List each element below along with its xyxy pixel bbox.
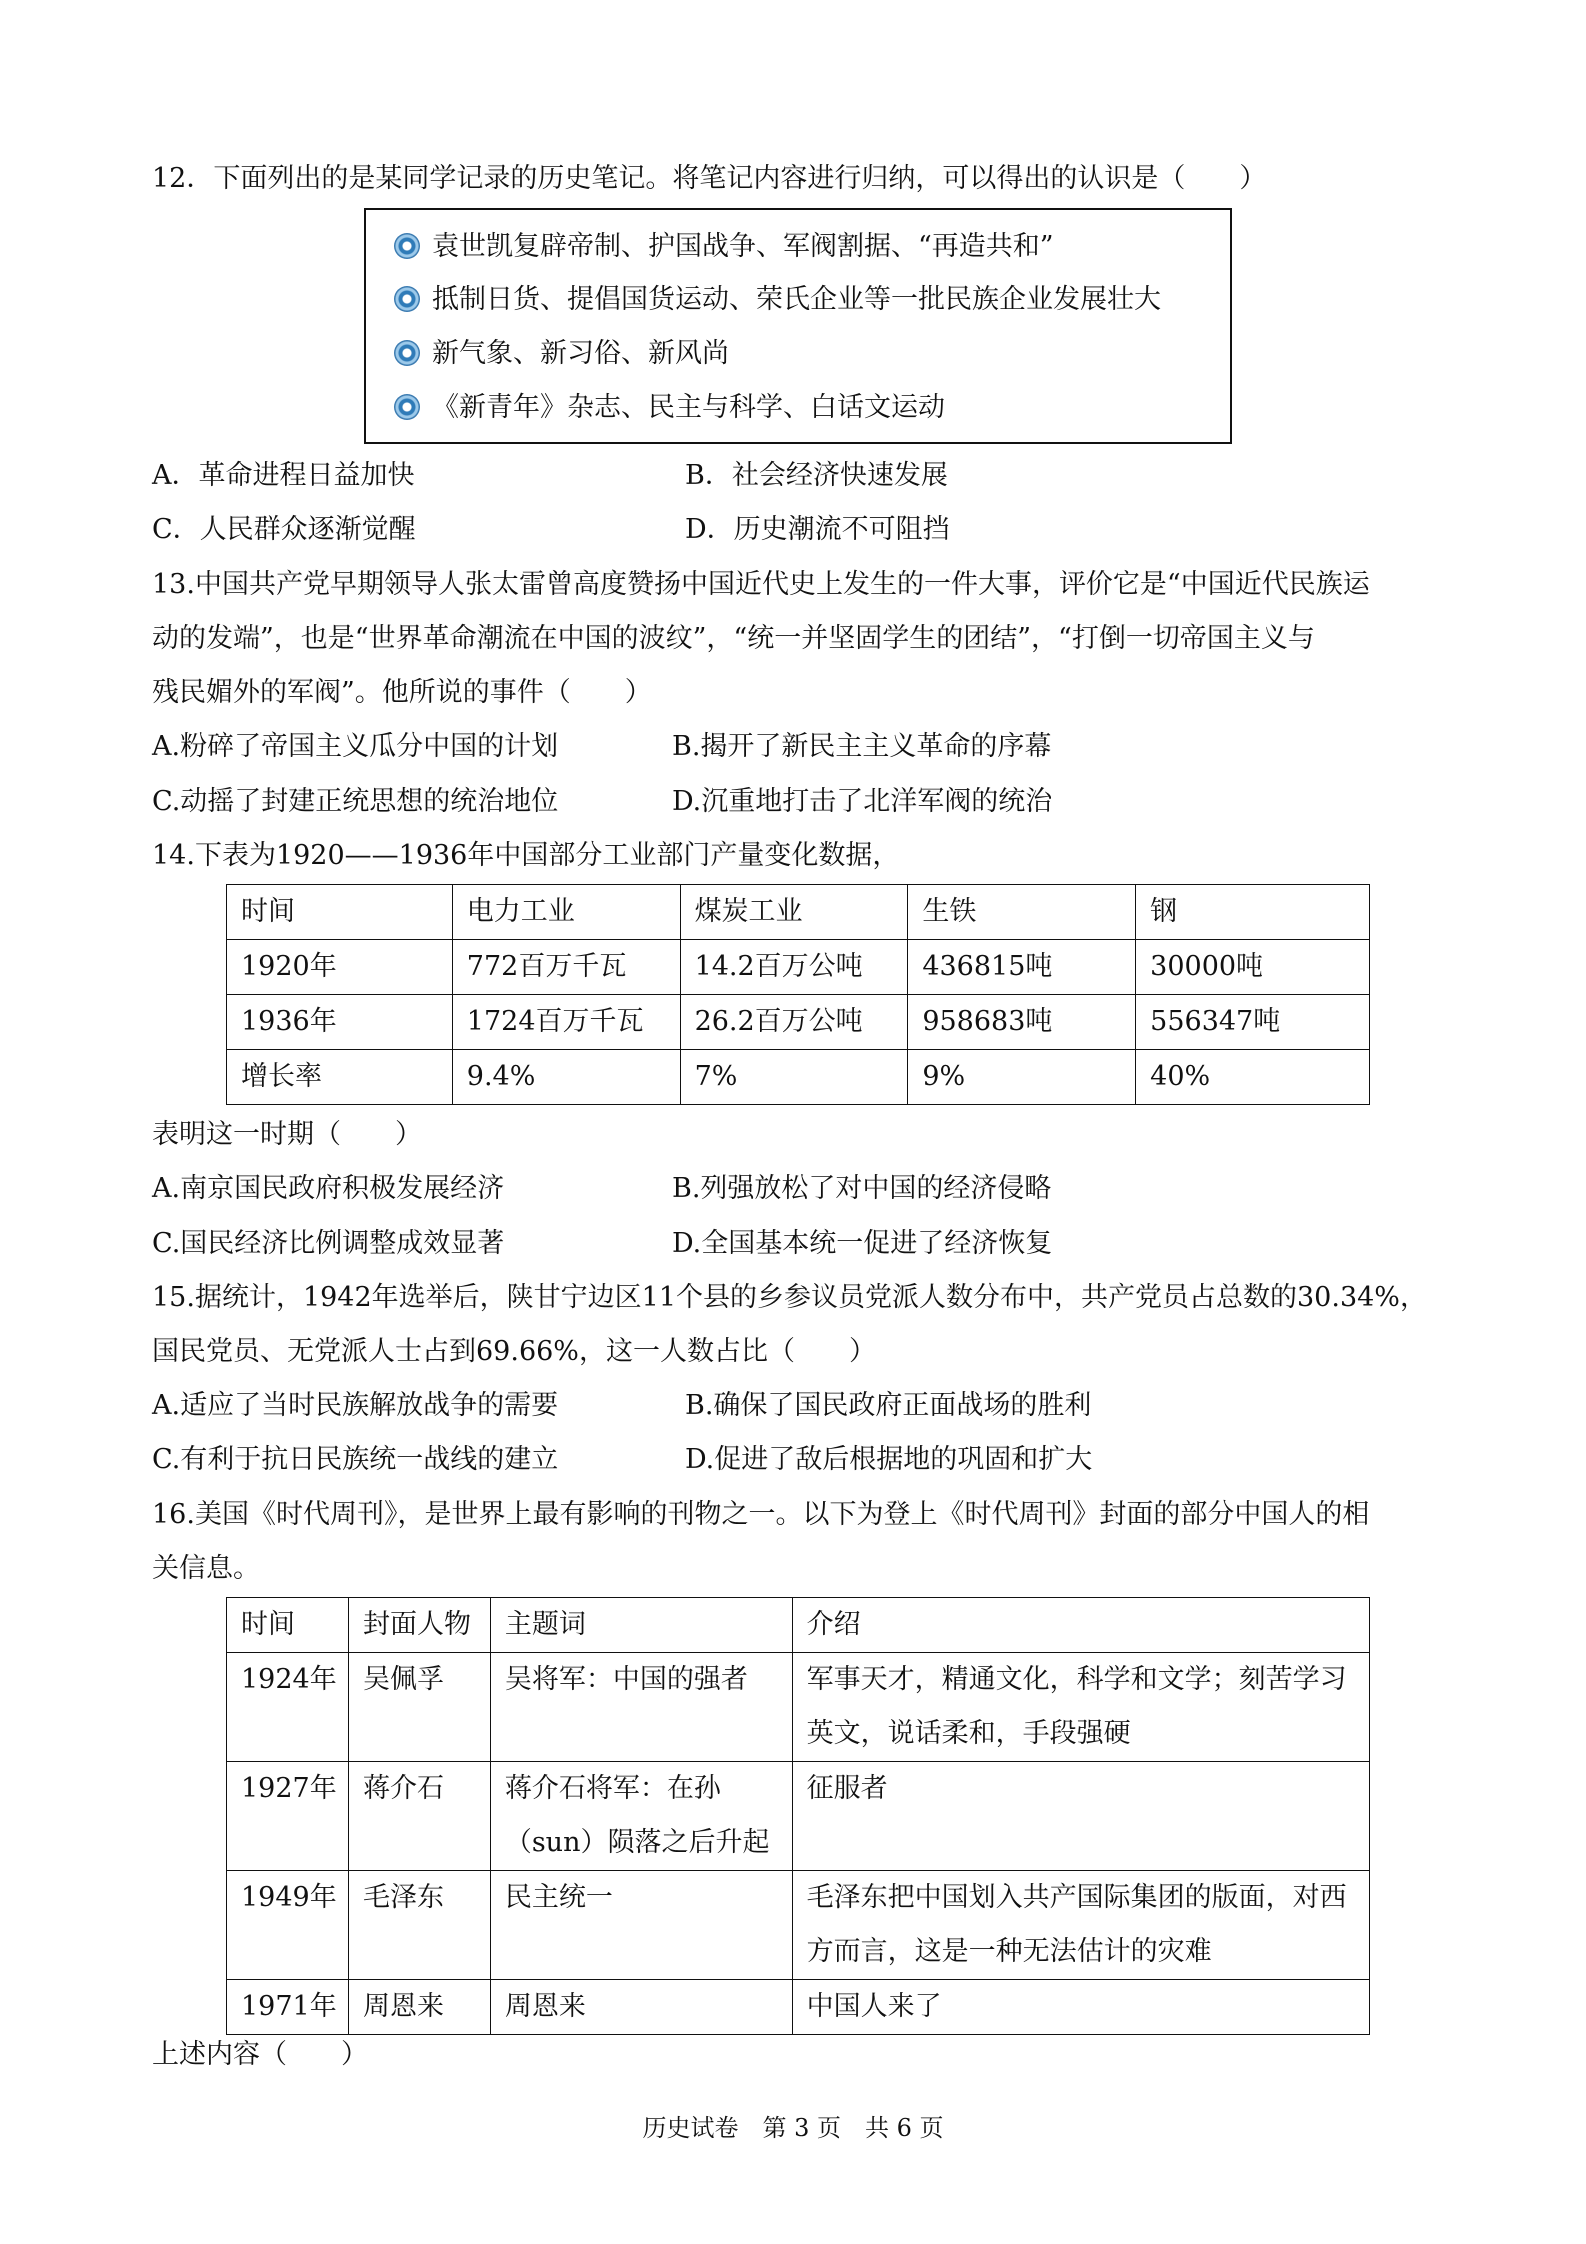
- table-cell: 蒋介石将军：在孙（sun）陨落之后升起: [490, 1762, 792, 1871]
- q14-option-d: D.全国基本统一促进了经济恢复: [672, 1228, 1053, 1259]
- table-cell: 吴佩孚: [348, 1653, 490, 1762]
- q13-option-d: D.沉重地打击了北洋军阀的统治: [672, 786, 1053, 817]
- table-header-cell: 生铁: [908, 885, 1136, 940]
- table-cell: 毛泽东把中国划入共产国际集团的版面，对西方而言，这是一种无法估计的灾难: [792, 1871, 1369, 1980]
- table-cell: 9.4%: [452, 1050, 680, 1105]
- note-text: 抵制日货、提倡国货运动、荣氏企业等一批民族企业发展壮大: [432, 284, 1161, 315]
- table-cell: 1971年: [227, 1980, 349, 2035]
- table-header-cell: 煤炭工业: [680, 885, 908, 940]
- note-text: 袁世凯复辟帝制、护国战争、军阀割据、“再造共和”: [432, 231, 1054, 262]
- table-cell: 40%: [1136, 1050, 1370, 1105]
- table-cell: 26.2百万公吨: [680, 995, 908, 1050]
- table-header-cell: 封面人物: [348, 1598, 490, 1653]
- table-cell: 毛泽东: [348, 1871, 490, 1980]
- q14-prompt: 表明这一时期（ ）: [152, 1119, 422, 1150]
- q12-option-a: A．革命进程日益加快: [152, 460, 415, 491]
- table-cell: 征服者: [792, 1762, 1369, 1871]
- circle-bullet-icon: [394, 340, 420, 366]
- note-text: 《新青年》杂志、民主与科学、白话文运动: [432, 392, 945, 423]
- circle-bullet-icon: [394, 394, 420, 420]
- table-header-cell: 时间: [227, 885, 453, 940]
- table-row: [227, 1653, 1370, 1762]
- circle-bullet-icon: [394, 286, 420, 312]
- q13-option-b: B.揭开了新民主主义革命的序幕: [672, 731, 1052, 762]
- table-row: [227, 1050, 1370, 1105]
- table-cell: 民主统一: [490, 1871, 792, 1980]
- table-row: [227, 1980, 1370, 2035]
- q13-option-a: A.粉碎了帝国主义瓜分中国的计划: [152, 731, 559, 762]
- table-cell: 9%: [908, 1050, 1136, 1105]
- table-cell: 7%: [680, 1050, 908, 1105]
- q15-option-c: C.有利于抗日民族统一战线的建立: [152, 1444, 559, 1475]
- table-header-cell: 电力工业: [452, 885, 680, 940]
- q14-option-b: B.列强放松了对中国的经济侵略: [672, 1173, 1052, 1204]
- table-cell: 958683吨: [908, 995, 1136, 1050]
- q12-option-c: C．人民群众逐渐觉醒: [152, 514, 416, 545]
- table-cell: 14.2百万公吨: [680, 940, 908, 995]
- table-header-row: [227, 1598, 1370, 1653]
- page-footer: 历史试卷 第 3 页 共 6 页: [642, 2114, 944, 2142]
- table-cell: 772百万千瓦: [452, 940, 680, 995]
- q15-stem-line: 15.据统计，1942年选举后，陕甘宁边区11个县的乡参议员党派人数分布中，共产党员占总数的30.34%，: [152, 1282, 1427, 1313]
- q15-option-a: A.适应了当时民族解放战争的需要: [152, 1390, 559, 1421]
- table-cell: 1949年: [227, 1871, 349, 1980]
- table-header-cell: 时间: [227, 1598, 349, 1653]
- q13-option-c: C.动摇了封建正统思想的统治地位: [152, 786, 559, 817]
- table-row: [227, 1762, 1370, 1871]
- table-header-cell: 钢: [1136, 885, 1370, 940]
- table-cell: 436815吨: [908, 940, 1136, 995]
- note-item: [398, 337, 729, 371]
- time-magazine-table: [226, 1597, 1370, 2035]
- q13-stem-line: 13.中国共产党早期领导人张太雷曾高度赞扬中国近代史上发生的一件大事，评价它是“中国近代民族运: [152, 569, 1370, 600]
- table-row: [227, 1871, 1370, 1980]
- circle-bullet-icon: [394, 233, 420, 259]
- table-header-cell: 介绍: [792, 1598, 1369, 1653]
- q14-option-c: C.国民经济比例调整成效显著: [152, 1228, 505, 1259]
- table-cell: 蒋介石: [348, 1762, 490, 1871]
- table-header-row: [227, 885, 1370, 940]
- table-cell: 556347吨: [1136, 995, 1370, 1050]
- q12-stem: 12．下面列出的是某同学记录的历史笔记。将笔记内容进行归纳，可以得出的认识是（ ）: [152, 163, 1267, 194]
- table-cell: 周恩来: [348, 1980, 490, 2035]
- table-cell: 1927年: [227, 1762, 349, 1871]
- table-row: [227, 995, 1370, 1050]
- table-cell: 增长率: [227, 1050, 453, 1105]
- note-item: [398, 391, 945, 425]
- table-cell: 1920年: [227, 940, 453, 995]
- q12-option-b: B．社会经济快速发展: [685, 460, 948, 491]
- q13-stem-line: 残民媚外的军阀”。他所说的事件（ ）: [152, 677, 652, 708]
- q15-stem-line: 国民党员、无党派人士占到69.66%，这一人数占比（ ）: [152, 1336, 876, 1367]
- table-header-cell: 主题词: [490, 1598, 792, 1653]
- notes-box: [364, 208, 1232, 444]
- note-text: 新气象、新习俗、新风尚: [432, 338, 729, 369]
- q15-option-b: B.确保了国民政府正面战场的胜利: [685, 1390, 1092, 1421]
- table-cell: 中国人来了: [792, 1980, 1369, 2035]
- q14-stem: 14.下表为1920——1936年中国部分工业部门产量变化数据，: [152, 840, 900, 871]
- table-cell: 1936年: [227, 995, 453, 1050]
- table-cell: 军事天才，精通文化，科学和文学；刻苦学习英文，说话柔和，手段强硬: [792, 1653, 1369, 1762]
- table-cell: 1724百万千瓦: [452, 995, 680, 1050]
- table-cell: 30000吨: [1136, 940, 1370, 995]
- q16-stem-line: 关信息。: [152, 1553, 260, 1584]
- q13-stem-line: 动的发端”，也是“世界革命潮流在中国的波纹”，“统一并坚固学生的团结”，“打倒一切帝国主义与: [152, 623, 1315, 654]
- q14-option-a: A.南京国民政府积极发展经济: [152, 1173, 505, 1204]
- q16-prompt: 上述内容（ ）: [152, 2039, 368, 2070]
- note-item: [398, 230, 1054, 264]
- q12-option-d: D．历史潮流不可阻挡: [685, 514, 950, 545]
- table-cell: 吴将军：中国的强者: [490, 1653, 792, 1762]
- table-cell: 周恩来: [490, 1980, 792, 2035]
- q16-stem-line: 16.美国《时代周刊》，是世界上最有影响的刊物之一。以下为登上《时代周刊》封面的部分中国人的相: [152, 1499, 1370, 1530]
- note-item: [398, 283, 1161, 317]
- industry-table: [226, 884, 1370, 1105]
- q15-option-d: D.促进了敌后根据地的巩固和扩大: [685, 1444, 1093, 1475]
- table-row: [227, 940, 1370, 995]
- table-cell: 1924年: [227, 1653, 349, 1762]
